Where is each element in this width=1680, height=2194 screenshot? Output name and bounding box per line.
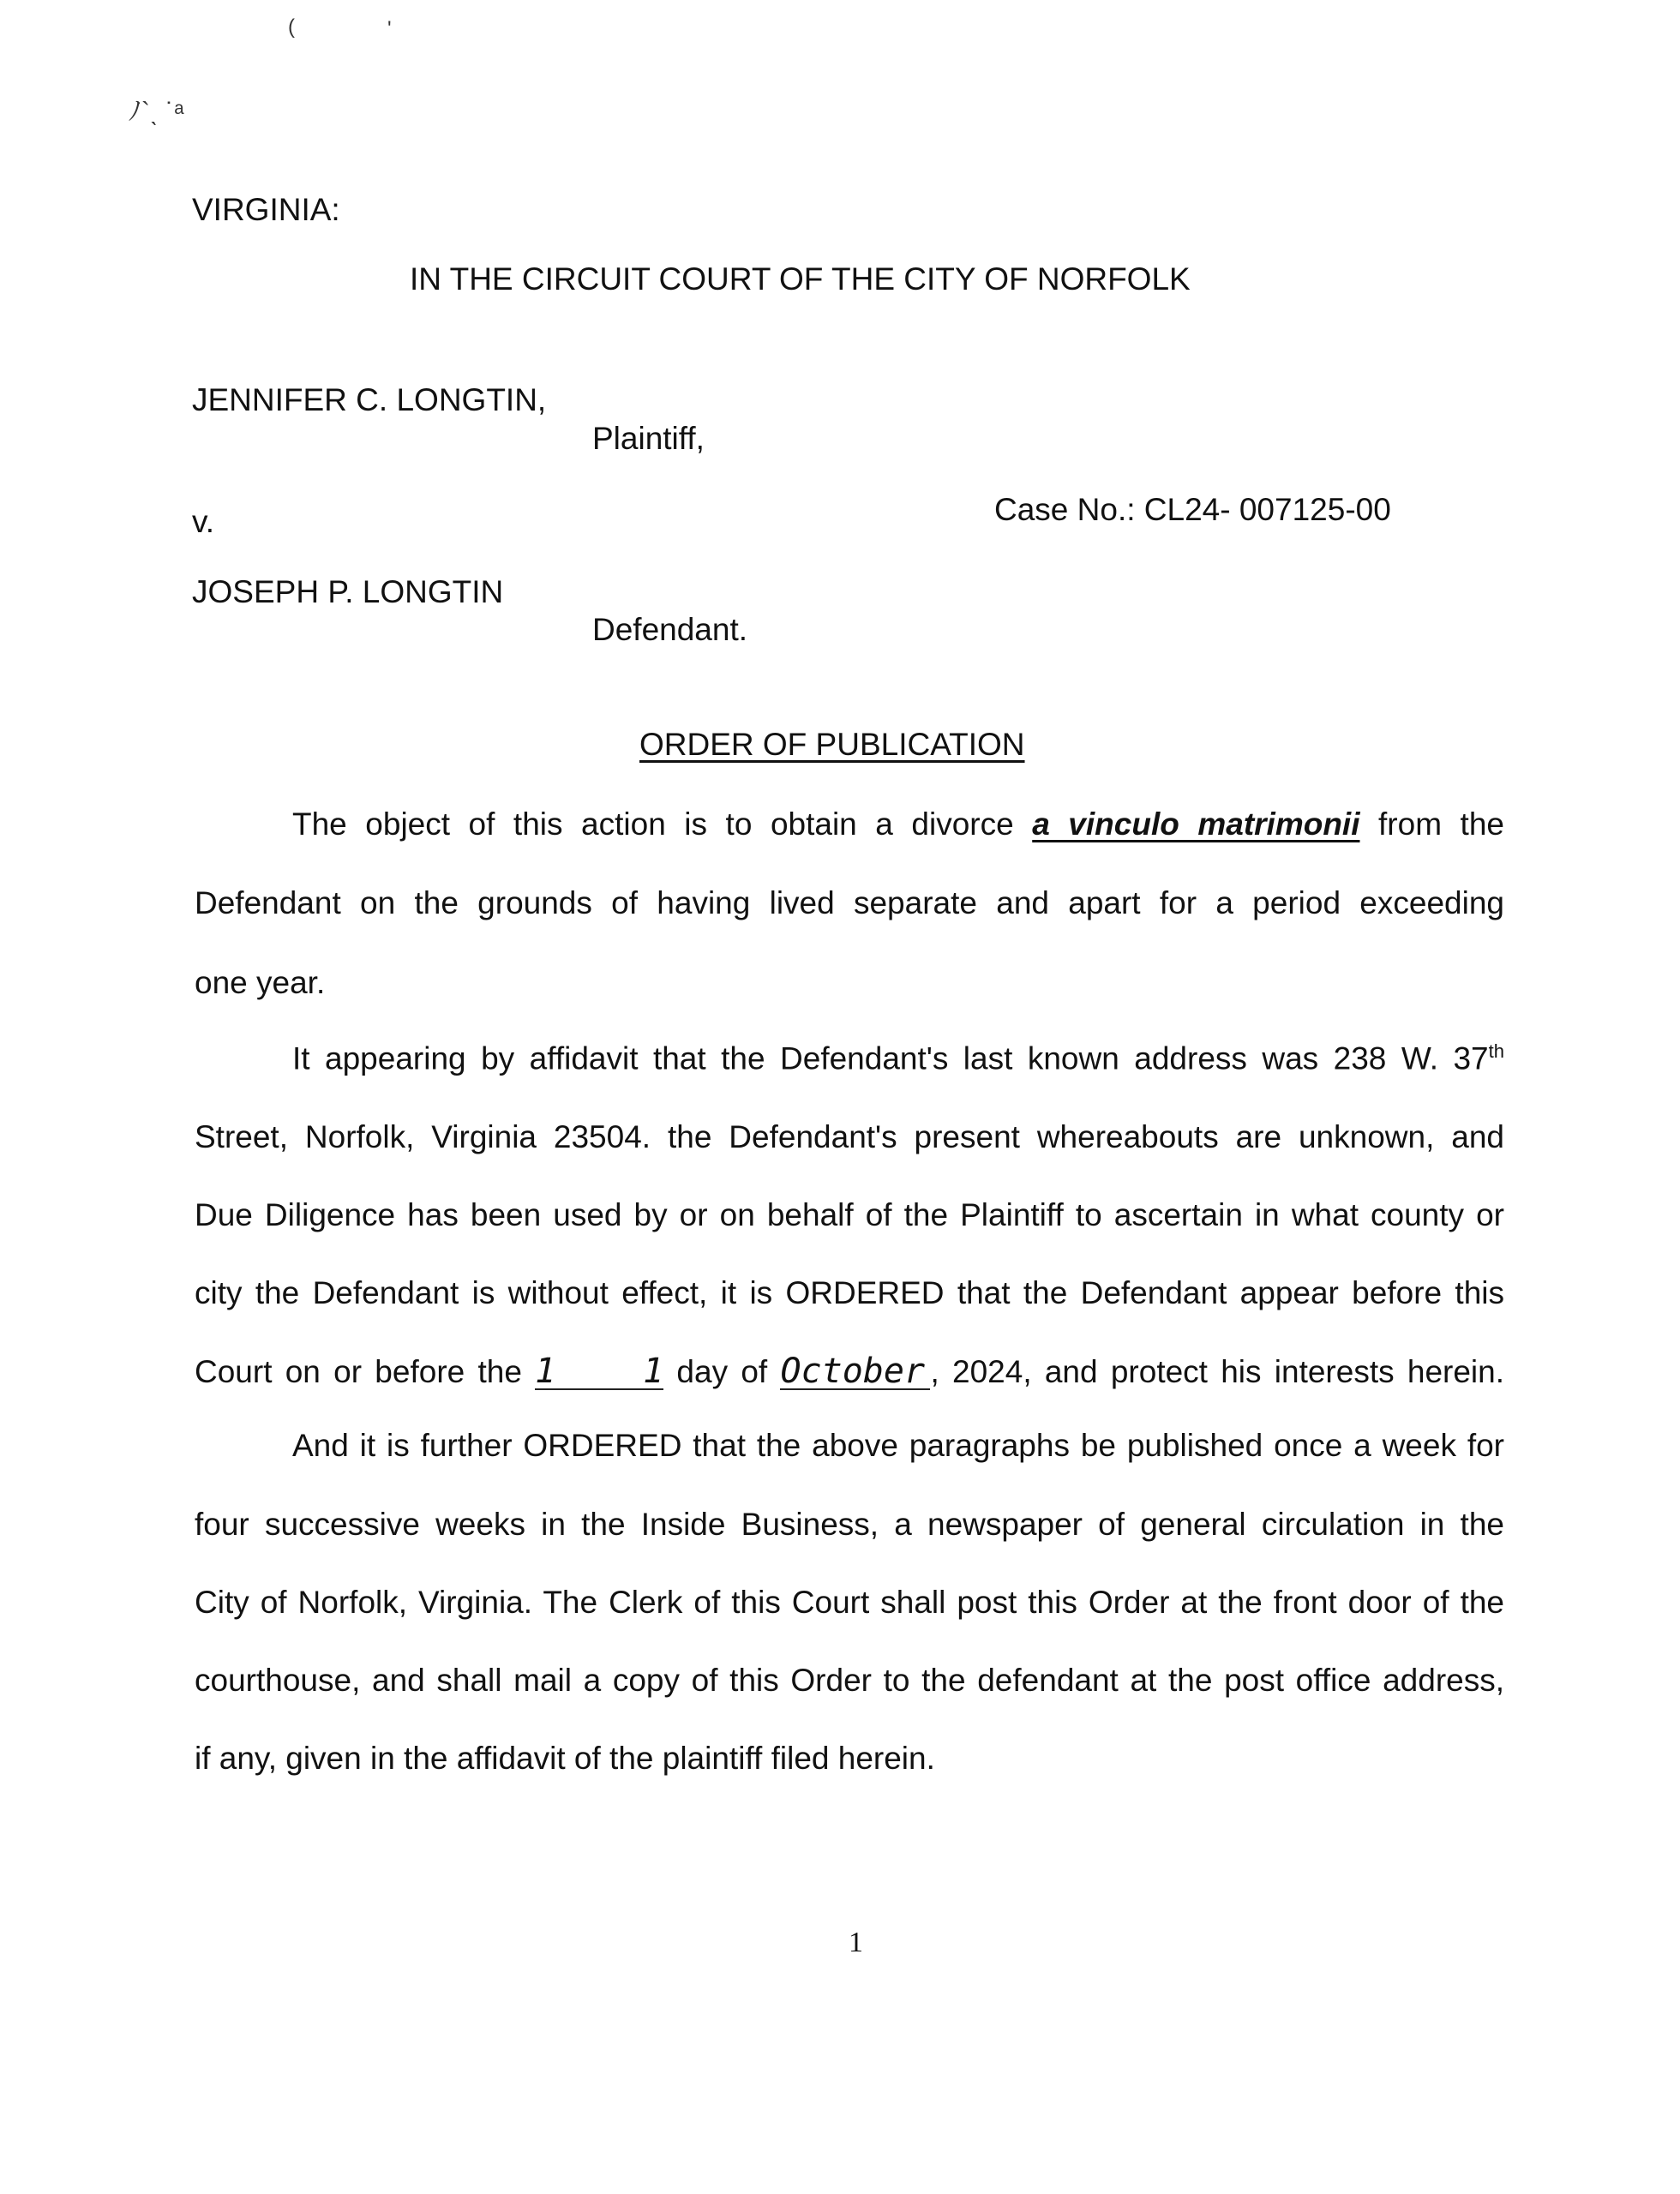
paragraph-2-line-1: It appearing by affidavit that the Defendant's last known address was 238 W. 37th bbox=[292, 1040, 1504, 1076]
scan-artifact: ( bbox=[288, 15, 295, 39]
scan-artifact: ﾉ`ˎ ˙ᵃ bbox=[129, 98, 184, 126]
paragraph-2-line-3: Due Diligence has been used by or on behalf of the Plaintiff to ascertain in what county or bbox=[195, 1197, 1504, 1232]
court-heading: IN THE CIRCUIT COURT OF THE CITY OF NORFOLK bbox=[410, 261, 1191, 297]
case-number: Case No.: CL24- 007125-00 bbox=[994, 492, 1391, 527]
paragraph-1-line-1: The object of this action is to obtain a divorce a vinculo matrimonii from the bbox=[292, 806, 1504, 842]
latin-term: a vinculo matrimonii bbox=[1032, 806, 1360, 842]
paragraph-3-line-3: City of Norfolk, Virginia. The Clerk of this Court shall post this Order at the front door of the bbox=[195, 1585, 1504, 1620]
paragraph-2-line-2: Street, Norfolk, Virginia 23504. the Defendant's present whereabouts are unknown, and bbox=[195, 1119, 1504, 1154]
plaintiff-label: Plaintiff, bbox=[592, 421, 705, 456]
plaintiff-name: JENNIFER C. LONGTIN, bbox=[192, 382, 547, 417]
paragraph-2-line-5: Court on or before the 1 1 day of October , 2024, and protect his interests herein. bbox=[195, 1352, 1504, 1391]
defendant-name: JOSEPH P. LONGTIN bbox=[192, 574, 504, 609]
paragraph-3-line-4: courthouse, and shall mail a copy of this Order to the defendant at the post office address, bbox=[195, 1663, 1504, 1698]
state-heading: VIRGINIA: bbox=[192, 192, 340, 227]
day-blank: 1 1 bbox=[535, 1352, 664, 1391]
paragraph-2-line-4: city the Defendant is without effect, it is ORDERED that the Defendant appear before this bbox=[195, 1275, 1504, 1310]
paragraph-1-line-3: one year. bbox=[195, 965, 326, 1000]
defendant-label: Defendant. bbox=[592, 612, 748, 647]
paragraph-3-line-2: four successive weeks in the Inside Business, a newspaper of general circulation in the bbox=[195, 1507, 1504, 1542]
scan-artifact: ' bbox=[387, 17, 392, 40]
paragraph-3-line-5: if any, given in the affidavit of the plaintiff filed herein. bbox=[195, 1741, 935, 1776]
page-number: 1 bbox=[849, 1927, 863, 1958]
month-blank: October bbox=[780, 1354, 930, 1390]
paragraph-3-line-1: And it is further ORDERED that the above paragraphs be published once a week for bbox=[292, 1428, 1504, 1463]
paragraph-1-line-2: Defendant on the grounds of having lived separate and apart for a period exceeding bbox=[195, 885, 1504, 920]
versus-label: v. bbox=[192, 504, 215, 539]
document-title: ORDER OF PUBLICATION bbox=[639, 727, 1025, 762]
